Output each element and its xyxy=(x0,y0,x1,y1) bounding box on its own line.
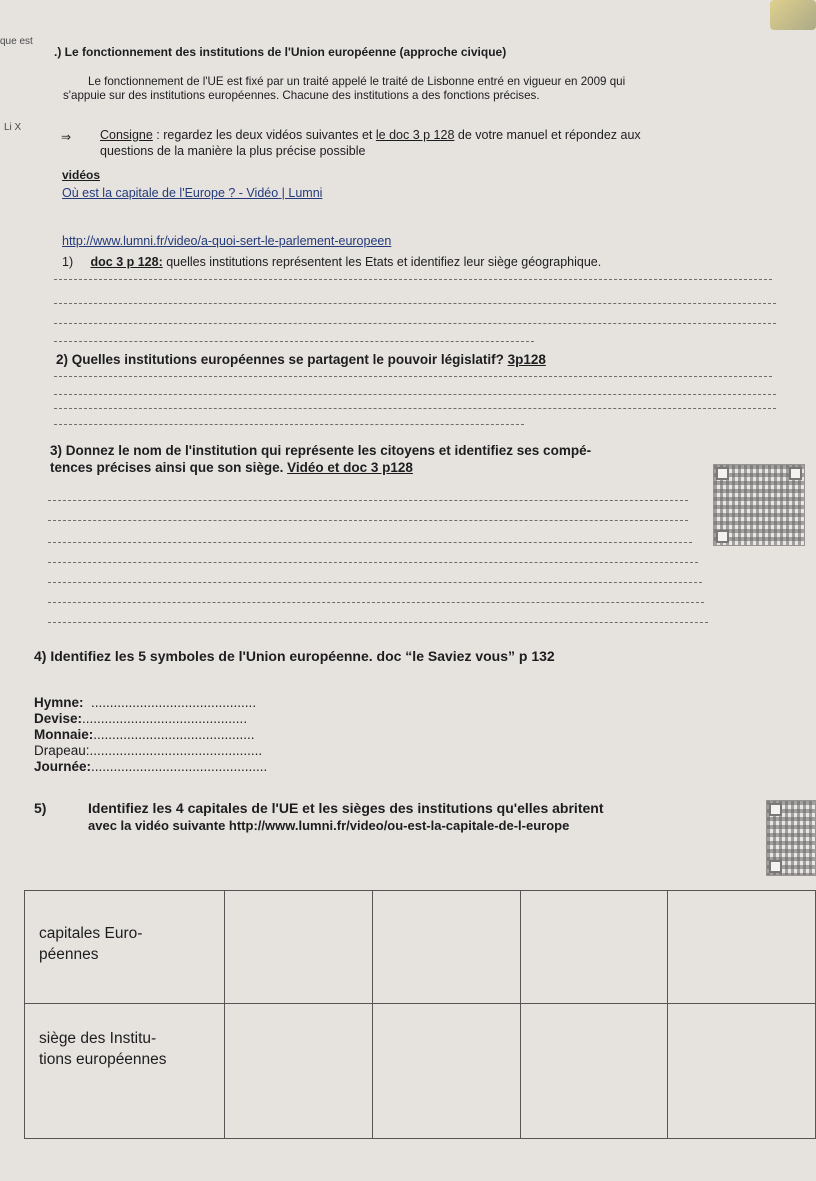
q2-doc-ref: 3p128 xyxy=(507,352,546,367)
q1-doc-ref: doc 3 p 128: xyxy=(90,255,163,269)
answer-line[interactable] xyxy=(54,424,524,425)
question-5-line-2: avec la vidéo suivante http://www.lumni.fr/video/ou-est-la-capitale-de-l-europe xyxy=(88,818,570,833)
answer-line[interactable] xyxy=(48,562,698,563)
symbol-label: Devise: xyxy=(34,711,83,726)
symbol-blank[interactable]: ............................................ xyxy=(91,695,257,710)
answer-line[interactable] xyxy=(54,408,776,409)
arrow-icon: ⇒ xyxy=(61,130,72,144)
answer-line[interactable] xyxy=(48,602,704,603)
qr-finder-icon xyxy=(769,860,782,873)
corner-stain xyxy=(770,0,816,30)
question-5-number: 5) xyxy=(34,800,47,816)
symbol-blank[interactable]: .............................................. xyxy=(89,743,263,758)
answer-line[interactable] xyxy=(48,520,688,521)
qr-finder-icon xyxy=(769,803,782,816)
question-3-line-1: 3) Donnez le nom de l'institution qui représente les citoyens et identifiez ses compé- xyxy=(50,443,592,458)
section-title: .) Le fonctionnement des institutions de l'Union européenne (approche civique) xyxy=(54,45,507,59)
question-5-line-1: Identifiez les 4 capitales de l'UE et les sièges des institutions qu'elles abritent xyxy=(88,800,604,816)
question-1 xyxy=(62,255,601,269)
answer-line[interactable] xyxy=(54,303,776,304)
symbol-row-journee xyxy=(34,759,267,774)
qr-finder-icon xyxy=(716,467,729,480)
videos-heading: vidéos xyxy=(62,168,101,182)
question-4: 4) Identifiez les 5 symboles de l'Union européenne. doc “le Saviez vous” p 132 xyxy=(34,648,555,664)
symbol-row-drapeau xyxy=(34,743,262,758)
qr-code-icon[interactable] xyxy=(766,800,816,876)
table-cell[interactable] xyxy=(372,1004,520,1139)
consigne-text-a: : regardez les deux vidéos suivantes et xyxy=(152,128,376,142)
symbol-row-monnaie xyxy=(34,727,255,742)
answer-line[interactable] xyxy=(48,582,702,583)
symbol-label: Drapeau: xyxy=(34,743,90,758)
answer-line[interactable] xyxy=(48,622,708,623)
qr-code-icon[interactable] xyxy=(713,464,805,546)
table-row xyxy=(25,891,816,1004)
answer-line[interactable] xyxy=(54,376,772,377)
qr-finder-icon xyxy=(716,530,729,543)
table-cell[interactable] xyxy=(372,891,520,1004)
table-cell[interactable] xyxy=(520,891,668,1004)
q3-text: tences précises ainsi que son siège. xyxy=(50,460,288,475)
consigne-line-2: questions de la manière la plus précise possible xyxy=(100,144,366,158)
video-link-title[interactable]: Où est la capitale de l'Europe ? - Vidéo | Lumni xyxy=(62,186,323,200)
answer-line[interactable] xyxy=(48,500,688,501)
intro-line-2: s'appuie sur des institutions européennes. Chacune des institutions a des fonctions précises. xyxy=(63,89,540,102)
table-cell[interactable] xyxy=(520,1004,668,1139)
consigne-label: Consigne xyxy=(100,128,153,142)
symbol-row-devise xyxy=(34,711,247,726)
symbol-label: Monnaie: xyxy=(34,727,94,742)
table-row xyxy=(25,1004,816,1139)
consigne-line-1 xyxy=(100,128,641,142)
symbol-blank[interactable]: ............................................ xyxy=(82,711,248,726)
table-cell[interactable] xyxy=(668,1004,816,1139)
answer-line[interactable] xyxy=(54,394,776,395)
consigne-doc-ref: le doc 3 p 128 xyxy=(375,128,455,142)
video-link-url[interactable]: http://www.lumni.fr/video/a-quoi-sert-le-parlement-europeen xyxy=(62,234,392,248)
symbol-blank[interactable]: ........................................... xyxy=(93,727,255,742)
row-header-capitales: capitales Euro- péennes xyxy=(25,891,225,1004)
q1-number: 1) xyxy=(62,255,74,269)
row-header-sieges: siège des Institu- tions européennes xyxy=(25,1004,225,1139)
answer-line[interactable] xyxy=(48,542,692,543)
table-cell[interactable] xyxy=(668,891,816,1004)
capitals-table xyxy=(24,890,816,1139)
qr-finder-icon xyxy=(789,467,802,480)
question-3-line-2 xyxy=(50,460,413,475)
q2-text: 2) Quelles institutions européennes se partagent le pouvoir législatif? xyxy=(56,352,508,367)
consigne-text-b: de votre manuel et répondez aux xyxy=(454,128,641,142)
q1-text: quelles institutions représentent les Etats et identifiez leur siège géographique. xyxy=(162,255,602,269)
margin-note-left: Li X xyxy=(4,122,22,133)
question-2 xyxy=(56,352,546,367)
table-cell[interactable] xyxy=(225,1004,373,1139)
symbol-label: Hymne: xyxy=(34,695,84,710)
symbol-blank[interactable]: ............................................... xyxy=(91,759,268,774)
symbol-label: Journée: xyxy=(34,759,92,774)
answer-line[interactable] xyxy=(54,323,776,324)
answer-line[interactable] xyxy=(54,341,534,342)
q3-doc-ref: Vidéo et doc 3 p128 xyxy=(287,460,413,475)
symbol-row-hymne xyxy=(34,695,256,710)
intro-line-1: Le fonctionnement de l'UE est fixé par un traité appelé le traité de Lisbonne entré en vigueur en 2009 qui xyxy=(88,75,626,88)
table-cell[interactable] xyxy=(225,891,373,1004)
answer-line[interactable] xyxy=(54,279,772,280)
margin-note-top: que est xyxy=(0,36,33,47)
